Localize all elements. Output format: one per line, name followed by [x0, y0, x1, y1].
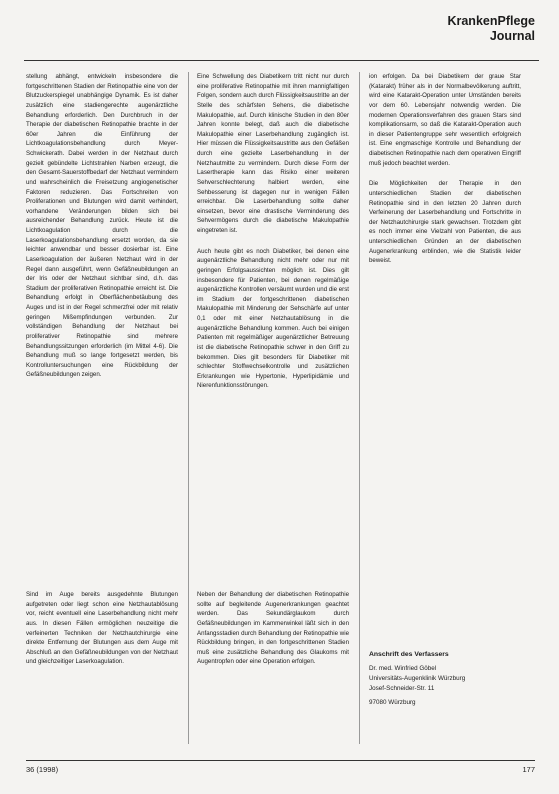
- issue-number: 36 (1998): [26, 765, 59, 774]
- column-2-paragraph-1: Eine Schwellung des Diabetikern tritt nicht nur durch eine proliferative Retinopathie mit ihren mannigfaltigen Folgen, sondern auch durch Flüssigkeitsaustritte an der Stelle des schärfsten Sehens, die diabetische Makulopathie, auf. Durch klinische Studien in den 80er Jahren konnte belegt, daß auch die diabetische Makulopathie einer Laserbehandlung zugänglich ist. Hier müssen die Flüssigkeitsaustritte aus den Gefäßen durch eine gezielte Laserbehandlung in der Netzhautmitte zu vermindern. Durch diese Form der Lasertherapie kann das Risiko einer weiteren Sehverschlechterung halbiert werden, eine Sehbesserung ist dagegen nur in wenigen Fällen erreichbar. Die Laserbehandlung sollte daher einsetzen, bevor eine drastische Verminderung des Sehvermögens durch die diabetische Makulopathie eingetreten ist.: [197, 73, 349, 234]
- column-divider-2: [359, 72, 360, 744]
- column-2-paragraph-3: Neben der Behandlung der diabetischen Retinopathie sollte auf begleitende Augenerkrankungen geachtet werden. Das Sekundärglaukom durch Gefäßneubildungen im Kammerwinkel läßt sich in den Anfangsstadien durch Behandlung der Retinopathie wie Rückbildung bringen, in den fortgeschrittenen Stadien muß eine zusätzliche Behandlung des Glaukoms mit Augentropfen oder eine Operation erfolgen.: [197, 591, 349, 666]
- article-column-2-lower: [197, 590, 349, 667]
- author-city: 97080 Würzburg: [369, 699, 416, 706]
- journal-header: [447, 14, 535, 43]
- column-divider-1: [188, 72, 189, 744]
- article-column-1: [26, 72, 178, 380]
- author-address-block: [369, 650, 529, 708]
- page-footer: [26, 760, 535, 774]
- author-name: Dr. med. Winfried Göbel: [369, 665, 437, 672]
- article-column-1-lower: [26, 590, 178, 667]
- author-street: Josef-Schneider-Str. 11: [369, 685, 435, 692]
- column-3-paragraph-2: Die Möglichkeiten der Therapie in den unterschiedlichen Stadien der diabetischen Retinopathie sind in den letzten 20 Jahren durch Verfeinerung der Laserbehandlung und Fortschritte in der Netzhautchirurgie stark gewachsen. Trotzdem gibt es noch immer eine Vielzahl von Patienten, die aus unterschiedlichen Gründen an der diabetischen Augenerkrankung erblinden, wie die Statistik leider beweist.: [369, 180, 521, 265]
- page-number: 177: [522, 765, 535, 774]
- column-2-paragraph-2: Auch heute gibt es noch Diabetiker, bei denen eine augenärztliche Behandlung nicht mehr oder nur mit geringen Erfolgsaussichten möglich ist. Dies gilt insbesondere für Patienten, bei denen regelmäßige augenärztliche Kontrollen versäumt wurden und die erst im Stadium der fortgeschrittenen diabetischen Makulopathie mit Minderung der Sehschärfe auf unter 0,1 oder mit einer Netzhautablösung in die augenärztliche Behandlung kommen. Auch bei einigen Patienten mit regelmäßiger augenärztlicher Betreuung ist die diabetische Retinopathie schwer in den Griff zu bekommen. Dies gilt besonders für Diabetiker mit schlechter Stoffwechselkontrolle und zusätzlichen Erkrankungen wie Hypertonie, Hyperlipidämie und Nierenfunktionsstörungen.: [197, 247, 349, 390]
- column-3-paragraph-1: ion erfolgen. Da bei Diabetikern der graue Star (Katarakt) früher als in der Normalbevölkerung auftritt, wird eine Katarakt-Operation unter Umständen bereits vor dem 60. Lebensjahr notwendig werden. Die modernen Operationsverfahren des grauen Stars sind komplikationsarm, so daß die Katarakt-Operation auch in dieser Patientengruppe sehr wesentlich erfolgreich ist. Eine engmaschige Kontrolle und Behandlung der diabetischen Retinopathie nach dem operativen Eingriff muß jedoch beachtet werden.: [369, 73, 521, 167]
- column-1-paragraph: stellung abhängt, entwickeln insbesondere die fortgeschrittenen Stadien der Retinopathie eine von der Blutzuckerspiegel unabhängige Dynamik. Es ist daher zusätzlich eine stadiengerechte augenärztliche Behandlung erforderlich. Den Durchbruch in der Therapie der diabetischen Retinopathie brachte in der 60er Jahren die Einführung der Lichtkoagulationsbehandlung durch Meyer-Schwickerath. Dabei werden in der Netzhaut durch gezielt gebündelte Lichtstrahlen Narben erzeugt, die den Gesamt-Sauerstoffbedarf der Netzhaut vermindern und wahrscheinlich die Freisetzung angiogenetischer Faktoren reduzieren. Das Fortschreiten von Proliferationen und Blutungen wird damit verhindert, vorhandene Veränderungen bilden sich bei ausreichender Behandlung zurück. Heute ist die Lichtkoagulation durch die Laserkoagulationsbehandlung ersetzt worden, da sie leichter anwendbar und besser dosierbar ist. Eine Laserkoagulation der äußeren Netzhaut wird in der Regel dann ausgeführt, wenn Gefäßneubildungen an der Iris oder der Netzhaut sichtbar sind, d.h. das Stadium der proliferativen Retinopathie erreicht ist. Die Behandlung erfolgt in Oberflächenbetäubung des Auges und ist in der Regel schmerzfrei oder mit relativ geringen Mißempfindungen verbunden. Zur vollständigen Behandlung der Netzhaut bei proliferativer Retinopathie sind mehrere Behandlungssitzungen erforderlich (im Mittel 4-6). Die Behandlung muß so lange fortgesetzt werden, bis Kontrolluntersuchungen eine Rückbildung der Gefäßneubildungen zeigen.: [26, 73, 178, 379]
- journal-title-line1: KrankenPflege: [447, 14, 535, 28]
- author-heading: Anschrift des Verfassers: [369, 651, 449, 658]
- column-1-paragraph-2: Sind im Auge bereits ausgedehnte Blutungen aufgetreten oder liegt schon eine Netzhautablösung vor, reicht eventuell eine Laserbehandlung nicht mehr aus. In diesen Fällen ermöglichen neuzeitige die verfeinerten Techniken der Netzhautchirurgie eine direkte Entfernung der Blutungen aus dem Auge mit Abschluß an den Gefäßneubildungen von der Netzhaut und gleichzeitiger Laserkoagulation.: [26, 591, 178, 666]
- header-rule: [24, 60, 539, 61]
- article-column-3: [369, 72, 521, 266]
- article-column-2: [197, 72, 349, 391]
- journal-title-line2: Journal: [489, 29, 535, 43]
- author-institution: Universitäts-Augenklinik Würzburg: [369, 675, 466, 682]
